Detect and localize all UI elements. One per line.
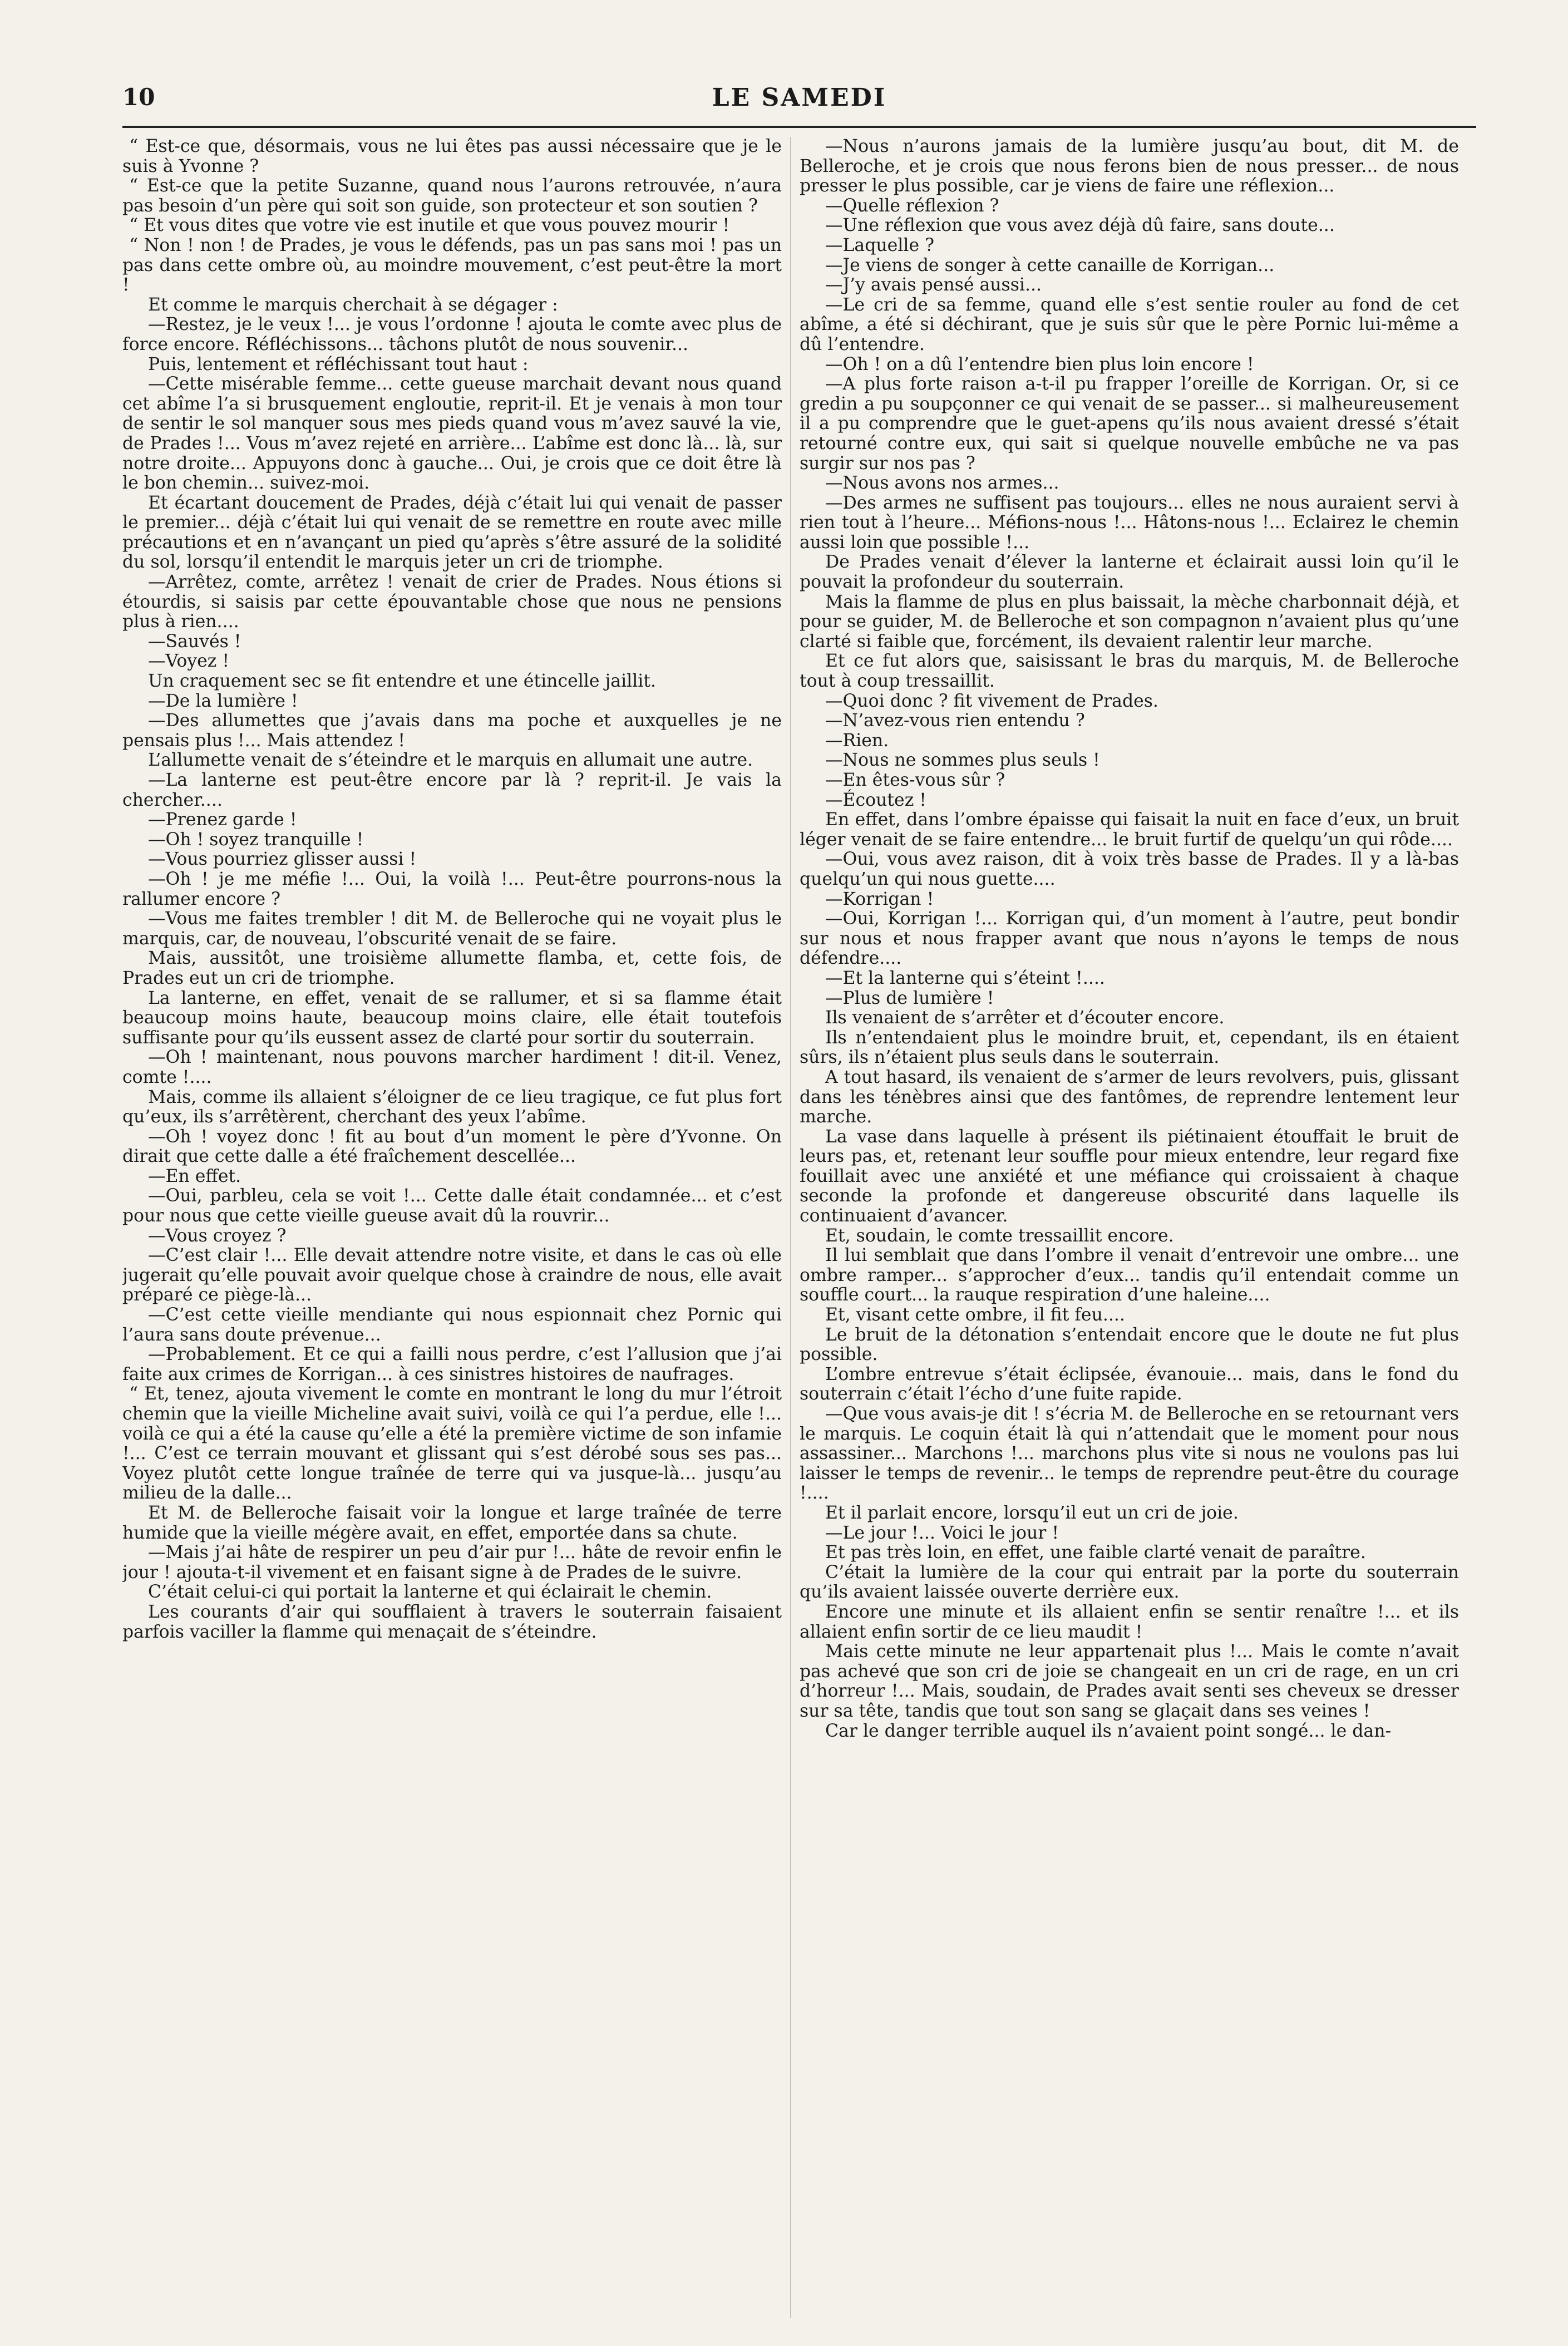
paragraph: —C’est clair !... Elle devait attendre notre visite, et dans le cas où elle jugerait qu’elle pouvait avoir quelque chose à craindre de nous, elle avait préparé ce piège-là...	[122, 1245, 782, 1305]
paragraph: L’ombre entrevue s’était éclipsée, évanouie... mais, dans le fond du souterrain c’était l’écho d’une fuite rapide.	[800, 1364, 1459, 1404]
paragraph: —En effet.	[148, 1166, 241, 1186]
paragraph: —Des allumettes que j’avais dans ma poche et auxquelles je ne pensais plus !... Mais attendez !	[122, 711, 782, 751]
paragraph: —Sauvés !	[148, 631, 241, 652]
paragraph: —A plus forte raison a-t-il pu frapper l’oreille de Korrigan. Or, si ce gredin a pu soupçonner ce qui venait de se passer... si malheureusement il a pu comprendre que le guet-apens qu’ils nous avaient dressé s’était retourné contre eux, qui sait si quelque nouvelle embûche ne va pas surgir sur nos pas ?	[800, 374, 1459, 474]
paragraph: —Le cri de sa femme, quand elle s’est sentie rouler au fond de cet abîme, a été si déchirant, que je suis sûr que le père Pornic lui-même a dû l’entendre.	[800, 294, 1459, 354]
paragraph: Mais, aussitôt, une troisième allumette flamba, et, cette fois, de Prades eut un cri de triomphe.	[122, 948, 782, 988]
paragraph: —Oui, parbleu, cela se voit !... Cette dalle était condamnée... et c’est pour nous que cette vieille gueuse avait dû la rouvrir...	[122, 1186, 782, 1226]
paragraph: —Oh ! maintenant, nous pouvons marcher hardiment ! dit-il. Venez, comte !....	[122, 1047, 782, 1087]
paragraph: Il lui semblait que dans l’ombre il venait d’entrevoir une ombre... une ombre ramper... s’approcher d’eux... tandis qu’il entendait comme un souffle court... la rauque respiration d’une haleine....	[800, 1245, 1459, 1305]
paragraph: —Laquelle ?	[825, 235, 934, 255]
paragraph: —Que vous avais-je dit ! s’écria M. de Belleroche en se retournant vers le marquis. Le coquin était là qui n’attendait que le moment pour nous assassiner... Marchons !... marchons plus vite si nous ne voulons pas lui laisser le temps de revenir... le temps de reprendre peut-être du courage !....	[800, 1404, 1459, 1504]
paragraph: —Je viens de songer à cette canaille de Korrigan...	[825, 255, 1275, 275]
paragraph: Et comme le marquis cherchait à se dégager :	[148, 294, 558, 315]
column-divider	[790, 137, 791, 2318]
paragraph: “ Et vous dites que votre vie est inutile et que vous pouvez mourir !	[129, 215, 730, 236]
paragraph: —Oh ! on a dû l’entendre bien plus loin encore !	[825, 354, 1254, 374]
paragraph: De Prades venait d’élever la lanterne et éclairait aussi loin qu’il le pouvait la profondeur du souterrain.	[800, 552, 1459, 593]
paragraph: Les courants d’air qui soufflaient à travers le souterrain faisaient parfois vaciller la flamme qui menaçait de s’éteindre.	[122, 1601, 782, 1642]
paragraph: —Vous croyez ?	[148, 1225, 287, 1246]
paragraph: Ils n’entendaient plus le moindre bruit, et, cependant, ils en étaient sûrs, ils n’étaient plus seuls dans le souterrain.	[800, 1027, 1459, 1068]
paragraph: Puis, lentement et réfléchissant tout haut :	[148, 354, 529, 374]
paragraph: —Quoi donc ? fit vivement de Prades.	[825, 691, 1158, 711]
paragraph: —Vous me faites trembler ! dit M. de Belleroche qui ne voyait plus le marquis, car, de nouveau, l’obscurité venait de se faire.	[122, 909, 782, 949]
paragraph: —Quelle réflexion ?	[825, 195, 999, 216]
paragraph: “ Non ! non ! de Prades, je vous le défends, pas un pas sans moi ! pas un pas dans cette ombre où, au moindre mouvement, c’est peut-être la mort !	[122, 235, 782, 295]
paragraph: —Nous ne sommes plus seuls !	[825, 750, 1100, 771]
paragraph: Mais cette minute ne leur appartenait plus !... Mais le comte n’avait pas achevé que son cri de joie se changeait en un cri de rage, en un cri d’horreur !... Mais, soudain, de Prades avait senti ses cheveux se dresser sur sa tête, tandis que tout son sang se glaçait dans ses veines !	[800, 1642, 1459, 1721]
paragraph: “ Est-ce que, désormais, vous ne lui êtes pas aussi nécessaire que je le suis à Yvonne ?	[122, 137, 782, 176]
paragraph: Car le danger terrible auquel ils n’avaient point songé... le dan-	[825, 1721, 1392, 1741]
paragraph: C’était celui-ci qui portait la lanterne et qui éclairait le chemin.	[148, 1582, 712, 1603]
paragraph: Mais, comme ils allaient s’éloigner de ce lieu tragique, ce fut plus fort qu’eux, ils s’arrêtèrent, cherchant des yeux l’abîme.	[122, 1087, 782, 1127]
paragraph: —Oh ! voyez donc ! fit au bout d’un moment le père d’Yvonne. On dirait que cette dalle a été fraîchement descellée...	[122, 1126, 782, 1167]
paragraph: —Oui, Korrigan !... Korrigan qui, d’un moment à l’autre, peut bondir sur nous et nous frapper avant que nous n’ayons le temps de nous défendre....	[800, 909, 1459, 969]
paragraph: Et M. de Belleroche faisait voir la longue et large traînée de terre humide que la vieille mégère avait, en effet, emportée dans sa chute.	[122, 1502, 782, 1543]
paragraph: Et pas très loin, en effet, une faible clarté venait de paraître.	[825, 1542, 1366, 1563]
paragraph: C’était la lumière de la cour qui entrait par la porte du souterrain qu’ils avaient laissée ouverte derrière eux.	[800, 1562, 1459, 1603]
page-number: 10	[122, 83, 155, 111]
paragraph: —Voyez !	[148, 651, 230, 672]
paragraph: —Mais j’ai hâte de respirer un peu d’air pur !... hâte de revoir enfin le jour ! ajouta-t-il vivement et en faisant signe à de Prades de le suivre.	[122, 1542, 782, 1583]
paragraph: —C’est cette vieille mendiante qui nous espionnait chez Pornic qui l’aura sans doute prévenue...	[122, 1305, 782, 1345]
paragraph: —J’y avais pensé aussi...	[825, 275, 1042, 295]
paragraph: La vase dans laquelle à présent ils piétinaient étouffait le bruit de leurs pas, et, retenant leur souffle pour mieux entendre, leur regard fixe fouillait avec une anxiété et une méfiance qui croissaient à chaque seconde la profonde et dangereuse obscurité dans laquelle ils continuaient d’avancer.	[800, 1126, 1459, 1226]
header-rule	[122, 126, 1476, 128]
paragraph: Ils venaient de s’arrêter et d’écouter encore.	[825, 1008, 1225, 1028]
paragraph: —Oh ! soyez tranquille !	[148, 829, 364, 850]
paragraph: —N’avez-vous rien entendu ?	[825, 711, 1085, 731]
paragraph: Le bruit de la détonation s’entendait encore que le doute ne fut plus possible.	[800, 1324, 1459, 1365]
paragraph: La lanterne, en effet, venait de se rallumer, et si sa flamme était beaucoup moins haute, beaucoup moins claire, elle était toutefois suffisante pour qu’ils eussent assez de clarté pour sortir du souterrain.	[122, 988, 782, 1048]
page-header	[122, 83, 1476, 122]
paragraph: En effet, dans l’ombre épaisse qui faisait la nuit en face d’eux, un bruit léger venait de se faire entendre... le bruit furtif de quelqu’un qui rôde....	[800, 810, 1459, 850]
paragraph: “ Et, tenez, ajouta vivement le comte en montrant le long du mur l’étroit chemin que la vieille Micheline avait suivi, voilà ce qui l’a perdue, elle !... voilà ce qui a été la cause qu’elle a été la première victime de son infamie !... C’est ce terrain mouvant et glissant qui s’est dérobé sous ses pas... Voyez plutôt cette longue traînée de terre qui va jusque-là... jusqu’au milieu de la dalle...	[122, 1384, 782, 1504]
paragraph: Et ce fut alors que, saisissant le bras du marquis, M. de Belleroche tout à coup tressaillit.	[800, 651, 1459, 692]
paragraph: —Arrêtez, comte, arrêtez ! venait de crier de Prades. Nous étions si étourdis, si saisis par cette épouvantable chose que nous ne pensions plus à rien....	[122, 572, 782, 632]
paragraph: —Des armes ne suffisent pas toujours... elles ne nous auraient servi à rien tout à l’heure... Méfions-nous !... Hâtons-nous !... Eclairez le chemin aussi loin que possible !...	[800, 492, 1459, 553]
paragraph: —Korrigan !	[825, 889, 934, 909]
paragraph: —Cette misérable femme... cette gueuse marchait devant nous quand cet abîme l’a si brusquement engloutie, reprit-il. Et je venais à mon tour de sentir le sol manquer sous mes pieds quand vous m’avez sauvé la vie, de Prades !... Vous m’avez rejeté en arrière... L’abîme est donc là... là, sur notre droite... Appuyons donc à gauche... Oui, je crois que ce doit être là le bon chemin... suivez-moi.	[122, 374, 782, 494]
left-column	[122, 137, 782, 2340]
paragraph: Un craquement sec se fit entendre et une étincelle jaillit.	[148, 671, 657, 692]
paragraph: —Plus de lumière !	[825, 988, 994, 1008]
paragraph: —En êtes-vous sûr ?	[825, 770, 1005, 790]
paragraph: —Prenez garde !	[148, 810, 297, 830]
journal-title: LE SAMEDI	[712, 83, 887, 112]
paragraph: A tout hasard, ils venaient de s’armer de leurs revolvers, puis, glissant dans les ténèbres ainsi que des fantômes, de reprendre lentement leur marche.	[800, 1067, 1459, 1127]
paragraph: —Le jour !... Voici le jour !	[825, 1522, 1059, 1543]
paragraph: —La lanterne est peut-être encore par là ? reprit-il. Je vais la chercher....	[122, 770, 782, 810]
paragraph: —Écoutez !	[825, 790, 926, 810]
paragraph: Mais la flamme de plus en plus baissait, la mèche charbonnait déjà, et pour se guider, M. de Belleroche et son compagnon n’avaient plus qu’une clarté si faible que, forcément, ils devaient ralentir leur marche.	[800, 592, 1459, 652]
paragraph: —De la lumière !	[148, 691, 298, 711]
paragraph: Et, visant cette ombre, il fit feu....	[825, 1305, 1125, 1325]
paragraph: —Restez, je le veux !... je vous l’ordonne ! ajouta le comte avec plus de force encore. Réfléchissons... tâchons plutôt de nous souvenir...	[122, 314, 782, 354]
paragraph: —Oh ! je me méfie !... Oui, la voilà !... Peut-être pourrons-nous la rallumer encore ?	[122, 869, 782, 909]
paragraph: —Vous pourriez glisser aussi !	[148, 849, 417, 870]
paragraph: “ Est-ce que la petite Suzanne, quand nous l’aurons retrouvée, n’aura pas besoin d’un père qui soit son guide, son protecteur et son soutien ?	[122, 176, 782, 216]
paragraph: —Une réflexion que vous avez déjà dû faire, sans doute...	[825, 215, 1335, 236]
paragraph: —Rien.	[825, 730, 889, 751]
paragraph: —Nous avons nos armes...	[825, 473, 1059, 494]
paragraph: Et écartant doucement de Prades, déjà c’était lui qui venait de passer le premier... déjà c’était lui qui venait de se remettre en route avec mille précautions et en n’avançant un pied qu’après s’être assuré de la solidité du sol, lorsqu’il entendit le marquis jeter un cri de triomphe.	[122, 492, 782, 573]
paragraph: —Nous n’aurons jamais de la lumière jusqu’au bout, dit M. de Belleroche, et je crois que nous ferons bien de nous presser... de nous presser le plus possible, car je viens de faire une réflexion...	[800, 137, 1459, 196]
paragraph: Encore une minute et ils allaient enfin se sentir renaître !... et ils allaient enfin sortir de ce lieu maudit !	[800, 1601, 1459, 1642]
paragraph: —Probablement. Et ce qui a failli nous perdre, c’est l’allusion que j’ai faite aux crimes de Korrigan... à ces sinistres histoires de naufrages.	[122, 1344, 782, 1384]
paragraph: Et, soudain, le comte tressaillit encore.	[825, 1225, 1174, 1246]
right-column	[800, 137, 1459, 2340]
paragraph: L’allumette venait de s’éteindre et le marquis en allumait une autre.	[148, 750, 753, 771]
paragraph: —Oui, vous avez raison, dit à voix très basse de Prades. Il y a là-bas quelqu’un qui nous guette....	[800, 849, 1459, 889]
paragraph: —Et la lanterne qui s’éteint !....	[825, 968, 1105, 988]
paragraph: Et il parlait encore, lorsqu’il eut un cri de joie.	[825, 1502, 1239, 1523]
